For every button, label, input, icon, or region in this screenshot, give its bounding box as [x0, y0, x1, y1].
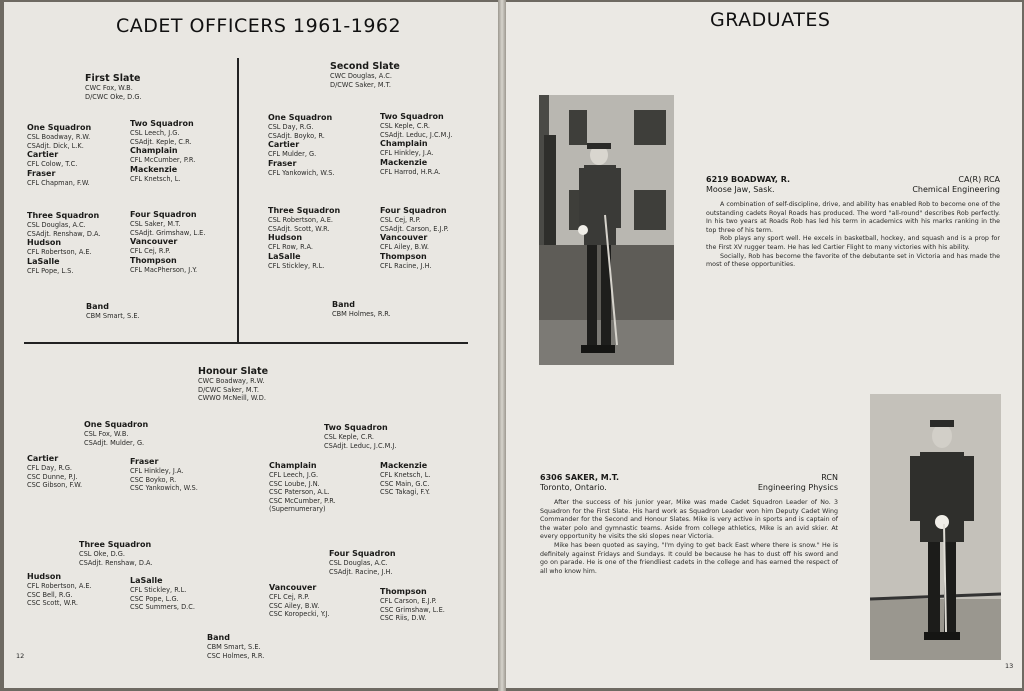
second-band — [332, 300, 391, 319]
officer-line: CSL Boadway, R.W. — [27, 133, 91, 141]
officer-line: CFL Row, R.A. — [268, 243, 314, 252]
officer-line: CFL Hinkley, J.A. — [380, 149, 434, 158]
officer-line: CWC Douglas, A.C. — [330, 72, 392, 80]
officer-line: CSL Leech, J.G. — [130, 129, 180, 137]
graduate-program: Chemical Engineering — [912, 185, 1000, 194]
officer-line: CSL Keple, C.R. — [324, 433, 375, 441]
graduate-bio — [540, 499, 838, 576]
second-slate-header — [330, 61, 400, 89]
graduate-service: RCN — [821, 473, 838, 482]
officer-line: CSC Ailey, B.W. — [269, 601, 320, 610]
unit-heading: Four Squadron — [130, 210, 197, 219]
bio-paragraph: Rob plays any sport well. He excels in basketball, hockey, and squash and is a prop for the First XV rugger team. He has led Cartier Flight to many victories with his ability. — [706, 235, 1000, 251]
officer-line: CFL Colow, T.C. — [27, 160, 78, 169]
honour-fraser — [130, 457, 198, 493]
unit-heading: Champlain — [380, 139, 428, 149]
officer-line: CFL MacPherson, J.Y. — [130, 265, 198, 274]
officer-line: CSC Koropecki, Y.J. — [269, 610, 330, 619]
officer-line: CWC Boadway, R.W. — [198, 377, 265, 385]
slate-heading: Second Slate — [330, 61, 400, 72]
officer-line: CSL Cej, R.P. — [380, 216, 421, 224]
bio-paragraph: Socially, Rob has become the favorite of the debutante set in Victoria and has made the most of these opportunities. — [706, 252, 1000, 269]
unit-heading: Two Squadron — [380, 112, 444, 121]
officer-line: CFL Hinkley, J.A. — [130, 467, 184, 475]
honour-cartier — [27, 454, 82, 490]
unit-heading: LaSalle — [27, 256, 60, 266]
graduate-service: CA(R) RCA — [958, 175, 1000, 184]
unit-heading: Fraser — [27, 168, 56, 178]
unit-heading: Cartier — [27, 150, 59, 160]
officer-line: CSC Holmes, R.R. — [207, 651, 265, 660]
unit-heading: Champlain — [269, 461, 317, 470]
officer-line: CSAdjt. Grimshaw, L.E. — [130, 228, 206, 237]
officer-line: CBM Holmes, R.R. — [332, 310, 391, 318]
officer-line: CSL Saker, M.T. — [130, 220, 181, 228]
officer-line: CSC Grimshaw, L.E. — [380, 605, 445, 614]
page-title: CADET OFFICERS 1961-1962 — [116, 15, 402, 37]
officer-line: CSC Pope, L.G. — [130, 594, 179, 603]
officer-line: CFL Day, R.G. — [27, 464, 73, 472]
officer-line: D/CWC Oke, D.G. — [85, 92, 142, 101]
second-one-squadron — [268, 113, 334, 177]
unit-heading: Mackenzie — [380, 461, 428, 470]
unit-heading: Fraser — [130, 457, 159, 466]
honour-two-squadron — [324, 423, 396, 450]
officer-line: CSL Douglas, A.C. — [329, 559, 388, 567]
unit-heading: Three Squadron — [27, 211, 100, 220]
honour-thompson — [380, 587, 445, 623]
officer-line: CSL Douglas, A.C. — [27, 221, 86, 229]
officer-line: CSC Gibson, F.W. — [27, 481, 83, 490]
honour-hudson — [27, 572, 92, 608]
officer-line: D/CWC Saker, M.T. — [330, 80, 392, 89]
officer-line: CSL Day, R.G. — [268, 123, 314, 131]
officer-line: CSC Boyko, R. — [130, 475, 177, 484]
graduate-program: Engineering Physics — [757, 483, 838, 492]
unit-heading: LaSalle — [130, 576, 163, 585]
first-three-squadron — [27, 211, 101, 275]
unit-heading: LaSalle — [268, 251, 301, 261]
graduate-header — [706, 175, 1000, 195]
officer-line: CSAdjt. Racine, J.H. — [329, 567, 393, 576]
honour-three-squadron — [79, 540, 153, 567]
officer-line: CFL Mulder, G. — [268, 150, 317, 159]
officer-line: CFL Leech, J.G. — [269, 471, 319, 479]
officer-line: CFL McCumber, P.R. — [130, 156, 196, 165]
officer-line: CBM Smart, S.E. — [86, 312, 140, 320]
officer-line: CFL Racine, J.H. — [380, 261, 432, 270]
unit-heading: Mackenzie — [130, 164, 178, 174]
officer-line: CSC Summers, D.C. — [130, 603, 195, 612]
officer-line: CSL Robertson, A.E. — [268, 216, 334, 224]
unit-heading: Cartier — [27, 454, 59, 463]
second-four-squadron — [380, 206, 449, 270]
unit-heading: Cartier — [268, 140, 300, 150]
unit-heading: Thompson — [130, 255, 177, 265]
officer-line: CSAdjt. Leduc, J.C.M.J. — [324, 441, 397, 450]
graduate-photo — [870, 394, 1001, 660]
honour-vancouver — [269, 583, 330, 619]
officer-line: CSL Keple, C.R. — [380, 122, 431, 130]
unit-heading: Fraser — [268, 158, 297, 168]
honour-four-squadron — [329, 549, 396, 576]
officer-line: CFL Robertson, A.E. — [27, 582, 92, 590]
graduate-name: 6306 SAKER, M.T. — [540, 473, 620, 482]
bio-paragraph: Mike has been quoted as saying, "I'm dying to get back East where there is snow." He is definitely against Fridays and Sundays. It could be because he has to dust off his sword and go on parade. He is one of the friendliest cadets in the college and has earned the respect of all who know him. — [540, 541, 838, 575]
honour-mackenzie — [380, 461, 431, 497]
second-three-squadron — [268, 206, 340, 270]
officer-line: CSAdjt. Mulder, G. — [84, 438, 145, 447]
book-spine — [498, 0, 506, 691]
slate-heading: Honour Slate — [198, 366, 269, 377]
officer-line: CBM Smart, S.E. — [207, 643, 261, 651]
officer-line: CFL Ailey, B.W. — [380, 243, 429, 252]
officer-line: CSC Scott, W.R. — [27, 599, 78, 608]
boadway-portrait — [539, 95, 674, 365]
slate-heading: First Slate — [85, 73, 141, 84]
graduate-hometown: Moose Jaw, Sask. — [706, 185, 775, 194]
officer-line: CSAdjt. Renshaw, D.A. — [27, 229, 101, 238]
officer-line: CFL Carson, E.J.P. — [380, 597, 437, 605]
officer-line: CSAdjt. Renshaw, D.A. — [79, 558, 153, 567]
graduate-photo — [539, 95, 674, 365]
officer-line: CSAdjt. Leduc, J.C.M.J. — [380, 130, 453, 139]
officer-line: CWC Fox, W.B. — [85, 84, 133, 92]
officer-line: CSL Oke, D.G. — [79, 550, 125, 558]
officer-line: CFL Yankowich, W.S. — [268, 168, 335, 177]
unit-heading: Champlain — [130, 146, 178, 156]
unit-heading: Thompson — [380, 587, 427, 596]
officer-line: CSAdjt. Carson, E.J.P. — [380, 224, 449, 233]
honour-champlain — [269, 461, 336, 514]
officer-line: CFL Pope, L.S. — [27, 266, 74, 275]
officer-line: CSC Yankowich, W.S. — [130, 484, 198, 493]
slate-divider-horizontal — [24, 342, 468, 344]
officer-line: CFL Harrod, H.R.A. — [380, 167, 441, 176]
first-two-squadron — [130, 119, 195, 183]
unit-heading: Four Squadron — [329, 549, 396, 558]
officer-line: CFL Stickley, R.L. — [130, 586, 187, 594]
first-slate-header — [85, 73, 142, 101]
graduate-bio — [706, 201, 1000, 270]
officer-line: CSC Riis, D.W. — [380, 614, 427, 623]
officer-line: CSC Dunne, P.J. — [27, 472, 78, 481]
officer-line: CFL Chapman, F.W. — [27, 178, 90, 187]
left-page — [4, 2, 498, 688]
unit-heading: Vancouver — [130, 237, 178, 247]
unit-heading: Vancouver — [380, 233, 428, 243]
graduate-name: 6219 BOADWAY, R. — [706, 175, 791, 184]
page-title: GRADUATES — [710, 9, 831, 31]
unit-heading: Band — [86, 302, 109, 311]
bio-paragraph: After the success of his junior year, Mike was made Cadet Squadron Leader of No. 3 Squadron for the First Slate. His hard work as Squadron Leader won him Deputy Cadet Wing Commander for the Second and Honour Slates. Mike is very active in sports and is captain of the water polo and gymnastic teams. Aside from college athletics, Mike is an avid skier. At every opportunity he visits the ski slopes near Victoria. — [540, 499, 838, 541]
graduate-header — [540, 473, 838, 493]
unit-heading: Mackenzie — [380, 157, 428, 167]
officer-line: CSC McCumber, P.R. — [269, 496, 336, 505]
unit-heading: Three Squadron — [268, 206, 341, 215]
page-number: 12 — [16, 652, 25, 660]
officer-line: CFL Cej, R.P. — [130, 247, 171, 256]
officer-line: (Supernumerary) — [269, 505, 326, 514]
unit-heading: Thompson — [380, 251, 427, 261]
honour-one-squadron — [84, 420, 148, 447]
unit-heading: Four Squadron — [380, 206, 447, 215]
unit-heading: Band — [332, 300, 355, 309]
unit-heading: Vancouver — [269, 583, 317, 592]
unit-heading: Band — [207, 633, 230, 642]
slate-divider-vertical — [237, 58, 239, 342]
officer-line: CSC Loube, J.N. — [269, 479, 320, 488]
officer-line: CFL Cej, R.P. — [269, 593, 310, 601]
officer-line: CFL Knetsch, L. — [380, 471, 431, 479]
second-two-squadron — [380, 112, 452, 176]
officer-line: CSC Bell, R.G. — [27, 590, 73, 599]
officer-line: CFL Stickley, R.L. — [268, 261, 325, 270]
officer-line: D/CWC Saker, M.T. — [198, 385, 260, 394]
unit-heading: One Squadron — [27, 123, 92, 132]
unit-heading: Two Squadron — [324, 423, 388, 432]
honour-band — [207, 633, 264, 660]
first-four-squadron — [130, 210, 205, 274]
officer-line: CSAdjt. Scott, W.R. — [268, 224, 330, 233]
officer-line: CSAdjt. Boyko, R. — [268, 131, 325, 140]
officer-line: CSC Main, G.C. — [380, 479, 430, 488]
page-number: 13 — [1005, 662, 1014, 670]
unit-heading: One Squadron — [84, 420, 149, 429]
honour-lasalle — [130, 576, 195, 612]
officer-line: CSC Takagi, F.Y. — [380, 488, 431, 497]
saker-portrait — [870, 394, 1001, 660]
unit-heading: Hudson — [27, 238, 62, 248]
unit-heading: One Squadron — [268, 113, 333, 122]
officer-line: CSL Fox, W.B. — [84, 430, 129, 438]
officer-line: CSC Paterson, A.L. — [269, 488, 330, 497]
honour-slate-header — [198, 366, 268, 403]
right-page — [506, 2, 1022, 688]
graduate-hometown: Toronto, Ontario. — [540, 483, 607, 492]
unit-heading: Hudson — [268, 233, 303, 243]
unit-heading: Two Squadron — [130, 119, 194, 128]
officer-line: CSAdjt. Dick, L.K. — [27, 141, 84, 150]
first-band — [86, 302, 140, 321]
officer-line: CFL Robertson, A.E. — [27, 248, 92, 257]
unit-heading: Three Squadron — [79, 540, 152, 549]
unit-heading: Hudson — [27, 572, 62, 581]
officer-line: CSAdjt. Keple, C.R. — [130, 137, 192, 146]
bio-paragraph: A combination of self-discipline, drive, and ability has enabled Rob to become one of the outstanding cadets Royal Roads has produced. The word "all-round" describes Rob perfectly. In his two years at Roads Rob has led his term in academics with his marks ranking in the top three of his term. — [706, 201, 1000, 234]
officer-line: CFL Knetsch, L. — [130, 174, 181, 183]
first-one-squadron — [27, 123, 91, 187]
officer-line: CWWO McNeill, W.D. — [198, 394, 266, 403]
